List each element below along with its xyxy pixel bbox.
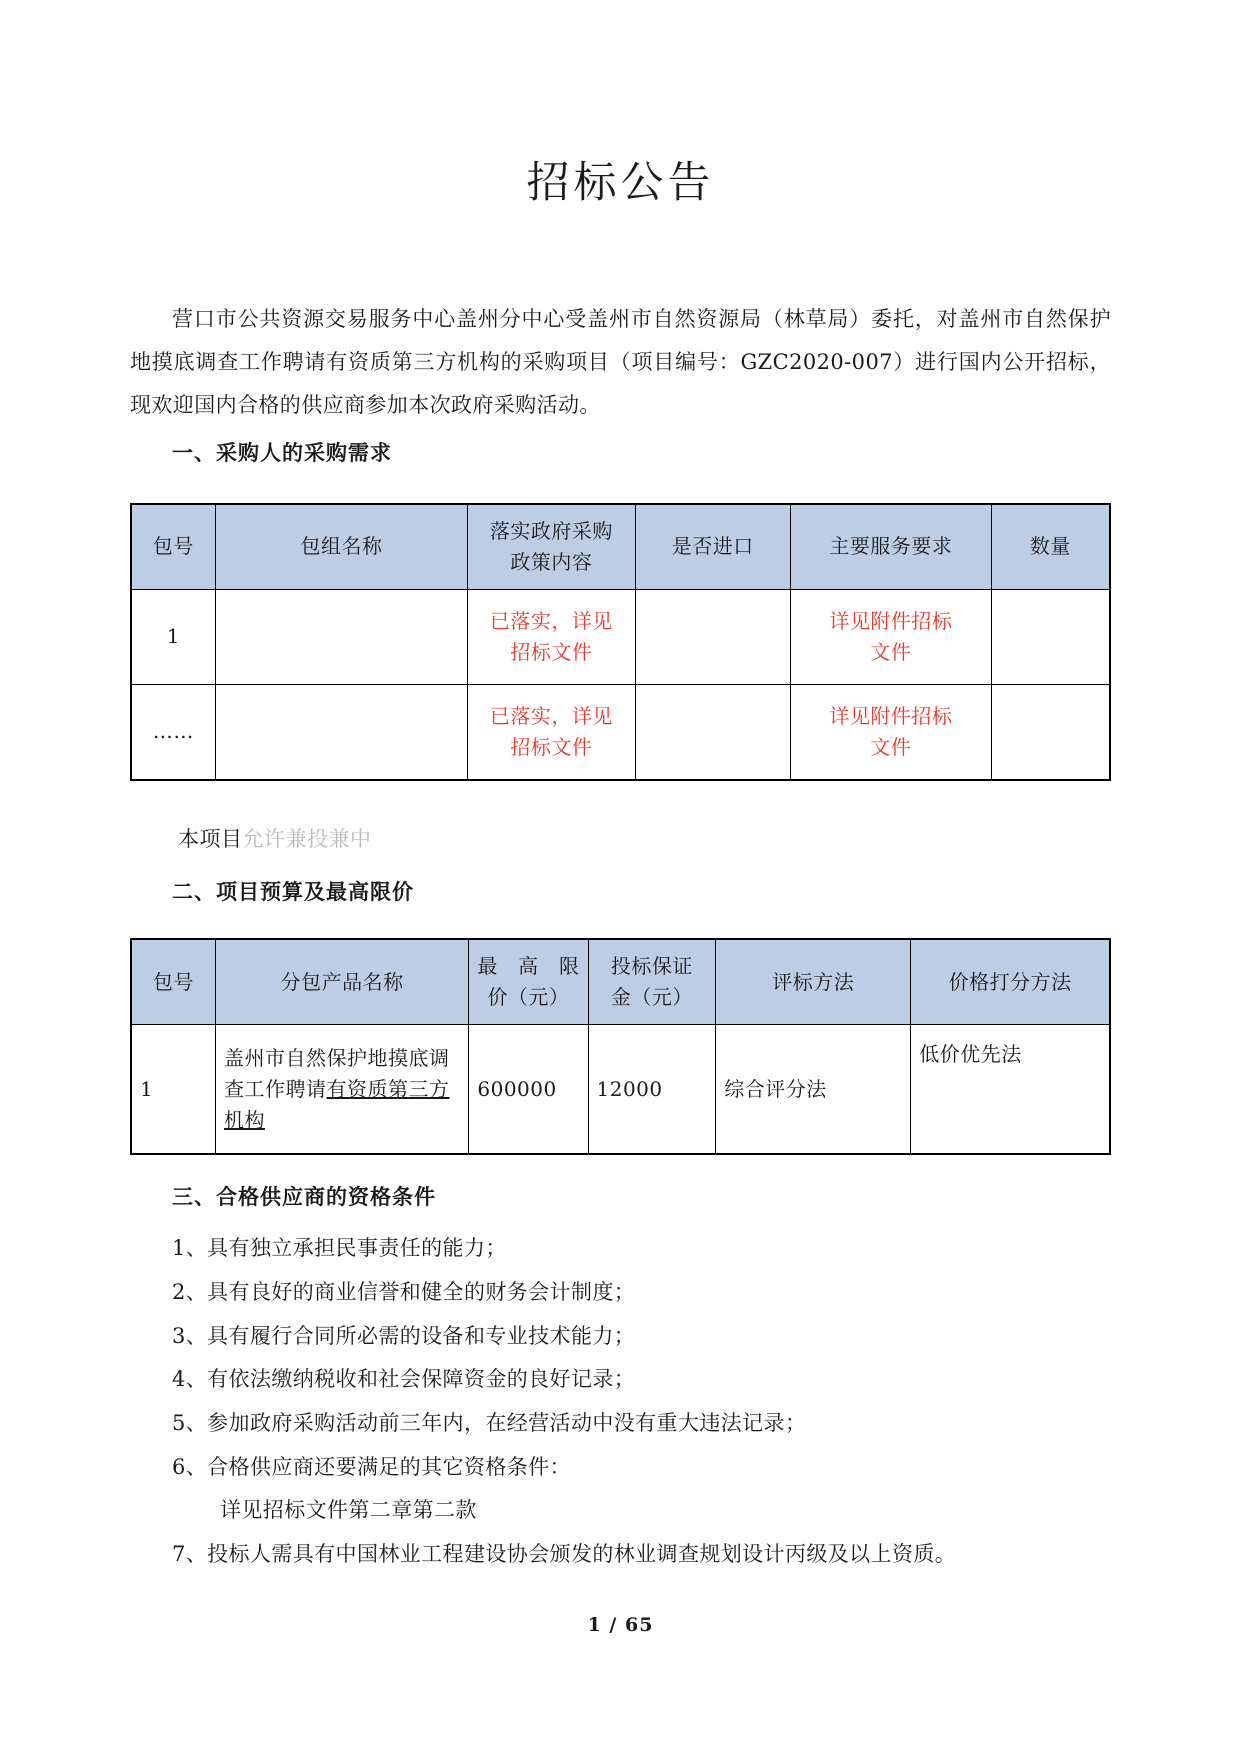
list-item: 5、参加政府采购活动前三年内，在经营活动中没有重大违法记录； bbox=[172, 1410, 807, 1435]
header-max-price-line2: 价（元） bbox=[487, 985, 570, 1010]
table-header-row bbox=[131, 504, 1110, 590]
header-package-no: 包号 bbox=[131, 504, 215, 590]
header-max-price bbox=[469, 939, 588, 1025]
table-row bbox=[131, 1025, 1110, 1155]
list-item: 2、具有良好的商业信誉和健全的财务会计制度； bbox=[172, 1279, 636, 1304]
table-row bbox=[131, 684, 1110, 780]
header-eval-method: 评标方法 bbox=[716, 939, 911, 1025]
header-bid-bond-line2: 金（元） bbox=[610, 985, 693, 1010]
joint-bidding-note-dark: 本项目 bbox=[178, 826, 243, 851]
header-policy-content bbox=[468, 504, 635, 590]
header-service-requirement: 主要服务要求 bbox=[790, 504, 991, 590]
header-package-name: 包组名称 bbox=[215, 504, 468, 590]
cell-policy-content-line1: 已落实，详见 bbox=[489, 608, 613, 633]
cell-policy-content-line2: 招标文件 bbox=[510, 734, 593, 759]
cell-service-requirement-line2: 文件 bbox=[870, 734, 912, 759]
qualification-requirements-list bbox=[130, 1217, 1111, 1576]
cell-package-no: 1 bbox=[131, 1025, 215, 1155]
list-item: 6、合格供应商还要满足的其它资格条件： bbox=[172, 1454, 571, 1479]
cell-service-requirement-line2: 文件 bbox=[870, 639, 912, 664]
header-bid-bond-line1: 投标保证 bbox=[610, 954, 693, 979]
table-header-row bbox=[131, 939, 1110, 1025]
procurement-requirement-table bbox=[130, 503, 1111, 781]
budget-table-wrapper bbox=[130, 912, 1111, 1155]
table-row bbox=[131, 589, 1110, 684]
list-item: 1、具有独立承担民事责任的能力； bbox=[172, 1236, 507, 1261]
cell-service-requirement bbox=[790, 684, 991, 780]
cell-package-no: 1 bbox=[131, 589, 215, 684]
cell-policy-content-line1: 已落实，详见 bbox=[489, 703, 613, 728]
cell-is-imported bbox=[635, 684, 790, 780]
intro-paragraph: 营口市公共资源交易服务中心盖州分中心受盖州市自然资源局（林草局）委托，对盖州市自然保护地摸底调查工作聘请有资质第三方机构的采购项目（项目编号：GZC2020-007）进行国内公开招标，现欢迎国内合格的供应商参加本次政府采购活动。 bbox=[130, 306, 1111, 417]
cell-max-price: 600000 bbox=[469, 1025, 588, 1155]
list-item: 7、投标人需具有中国林业工程建设协会颁发的林业调查规划设计丙级及以上资质。 bbox=[172, 1541, 957, 1566]
cell-service-requirement-line1: 详见附件招标 bbox=[829, 703, 953, 728]
cell-product-name-underlined: 有资质第三方机构 bbox=[223, 1076, 450, 1132]
header-price-scoring: 价格打分方法 bbox=[911, 939, 1110, 1025]
cell-product-name-plain: 盖州市自然保护地摸底调查工作聘请 bbox=[223, 1045, 450, 1101]
cell-policy-content bbox=[468, 684, 635, 780]
header-is-imported: 是否进口 bbox=[635, 504, 790, 590]
header-policy-content-line1: 落实政府采购 bbox=[489, 518, 613, 543]
page-number-footer: 1 / 65 bbox=[587, 1614, 654, 1636]
list-item-sub-note: 详见招标文件第二章第二款 bbox=[220, 1498, 477, 1523]
cell-package-name bbox=[215, 589, 468, 684]
list-item: 4、有依法缴纳税收和社会保障资金的良好记录； bbox=[172, 1367, 636, 1392]
cell-policy-content bbox=[468, 589, 635, 684]
cell-service-requirement-line1: 详见附件招标 bbox=[829, 608, 953, 633]
header-max-price-line1: 最 高 限 bbox=[477, 954, 580, 979]
cell-price-scoring: 低价优先法 bbox=[911, 1025, 1110, 1155]
section-heading-three: 三、合格供应商的资格条件 bbox=[172, 1184, 436, 1210]
header-quantity: 数量 bbox=[991, 504, 1110, 590]
header-product-name: 分包产品名称 bbox=[215, 939, 468, 1025]
cell-is-imported bbox=[635, 589, 790, 684]
budget-price-table bbox=[130, 938, 1111, 1155]
joint-bidding-note bbox=[130, 781, 1111, 859]
section-heading-one: 一、采购人的采购需求 bbox=[172, 439, 392, 465]
procurement-requirement-table-wrapper bbox=[130, 473, 1111, 781]
cell-product-name bbox=[215, 1025, 468, 1155]
cell-eval-method: 综合评分法 bbox=[716, 1025, 911, 1155]
cell-package-name bbox=[215, 684, 468, 780]
cell-service-requirement bbox=[790, 589, 991, 684]
page-title: 招标公告 bbox=[526, 158, 715, 208]
cell-quantity bbox=[991, 684, 1110, 780]
cell-package-no: …… bbox=[131, 684, 215, 780]
list-item: 3、具有履行合同所必需的设备和专业技术能力； bbox=[172, 1323, 636, 1348]
joint-bidding-note-gray: 允许兼投兼中 bbox=[242, 826, 372, 851]
cell-policy-content-line2: 招标文件 bbox=[510, 639, 593, 664]
section-heading-two: 二、项目预算及最高限价 bbox=[172, 879, 414, 905]
cell-quantity bbox=[991, 589, 1110, 684]
header-policy-content-line2: 政策内容 bbox=[510, 549, 593, 574]
cell-bid-bond: 12000 bbox=[588, 1025, 716, 1155]
header-package-no: 包号 bbox=[131, 939, 215, 1025]
header-bid-bond bbox=[588, 939, 716, 1025]
